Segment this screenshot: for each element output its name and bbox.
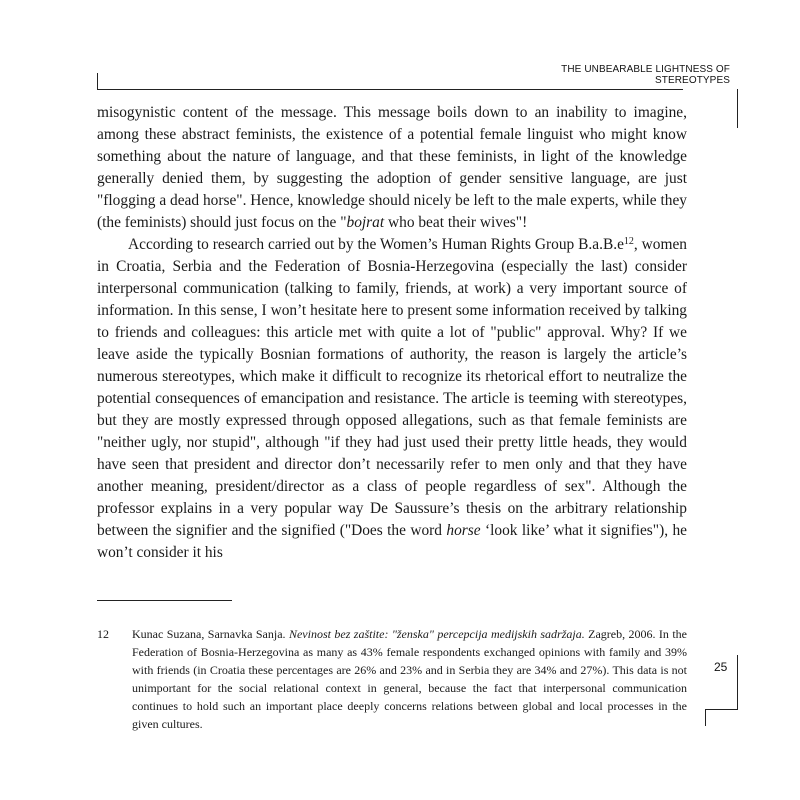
footer-rule-horizontal bbox=[705, 709, 738, 710]
running-header bbox=[430, 64, 730, 86]
page-number: 25 bbox=[714, 660, 728, 674]
footnote-source-title: Nevinost bez zaštite: "ženska" percepcija medijskih sadržaja. bbox=[288, 627, 585, 641]
footnote-reference-12[interactable]: 12 bbox=[623, 236, 634, 247]
paragraph-1 bbox=[97, 102, 687, 234]
header-rule-horizontal bbox=[97, 89, 683, 90]
header-rule-left-vertical bbox=[97, 73, 98, 90]
footnote-number: 12 bbox=[97, 627, 109, 641]
footnote-separator bbox=[97, 600, 232, 601]
footnote-authors: Kunac Suzana, Sarnavka Sanja. bbox=[132, 627, 289, 641]
paragraph-2-text-c: ‘look like’ what it signifies"), he won’t consider it his bbox=[97, 522, 687, 561]
paragraph-2 bbox=[97, 234, 687, 564]
paragraph-1-italic-term: bojrat bbox=[346, 214, 385, 231]
running-header-line-2: STEREOTYPES bbox=[654, 75, 730, 86]
paragraph-1-text-b: who beat their wives"! bbox=[384, 214, 528, 231]
paragraph-2-text-a: According to research carried out by the Women’s Human Rights Group B.a.B.e bbox=[128, 236, 624, 253]
footer-rule-left-vertical bbox=[705, 709, 706, 726]
running-header-line-1: THE UNBEARABLE LIGHTNESS OF bbox=[561, 64, 730, 75]
paragraph-2-italic-term: horse bbox=[446, 522, 481, 539]
footnote-12 bbox=[97, 625, 687, 733]
footer-rule-right-vertical bbox=[737, 655, 738, 710]
paragraph-1-text-a: misogynistic content of the message. This message boils down to an inability to imagine, among these abstract feminists, the existence of a potential female linguist who might know something about the nature of language, and that these feminists, in light of the knowledge generally denied them, by suggesting the adoption of gender sensitive language, are just "flogging a dead horse". Hence, knowledge should nicely be left to the male experts, while they (the feminists) should just focus on the " bbox=[97, 104, 687, 231]
footnote-body: Zagreb, 2006. In the Federation of Bosnia-Herzegovina as many as 43% female respondents exchanged opinions with family and 39% with friends (in Croatia these percentages are 26% and 23% and in Serbia they are 34% and 27%). This data is not unimportant for the social relational context in general, because the fact that interpersonal communication continues to hold such an important place deeply concerns relations between global and local processes in the given cultures. bbox=[132, 627, 687, 731]
footnote-text bbox=[132, 625, 687, 733]
header-rule-right-vertical bbox=[737, 89, 738, 128]
paragraph-2-text-b: , women in Croatia, Serbia and the Federation of Bosnia-Herzegovina (especially the last) consider interpersonal communication (talking to family, friends, at work) a very important source of information. In this sense, I won’t hesitate here to present some information received by talking to friends and colleagues: this article met with quite a lot of "public" approval. Why? If we leave aside the typically Bosnian formations of authority, the reason is largely the article’s numerous stereotypes, which make it difficult to recognize its rhetorical effort to neutralize the potential consequences of emancipation and resistance. The article is teeming with stereotypes, but they are mostly expressed through opposed allegations, such as that female feminists are "neither ugly, nor stupid", although "if they had just used their pretty little heads, they would have seen that president and director don’t necessarily refer to men only and that they have another meaning, president/director as a class of people regardless of sex". Although the professor explains in a very popular way De Saussure’s thesis on the arbitrary relationship between the signifier and the signified ("Does the word bbox=[97, 236, 687, 539]
body-text bbox=[97, 102, 687, 564]
